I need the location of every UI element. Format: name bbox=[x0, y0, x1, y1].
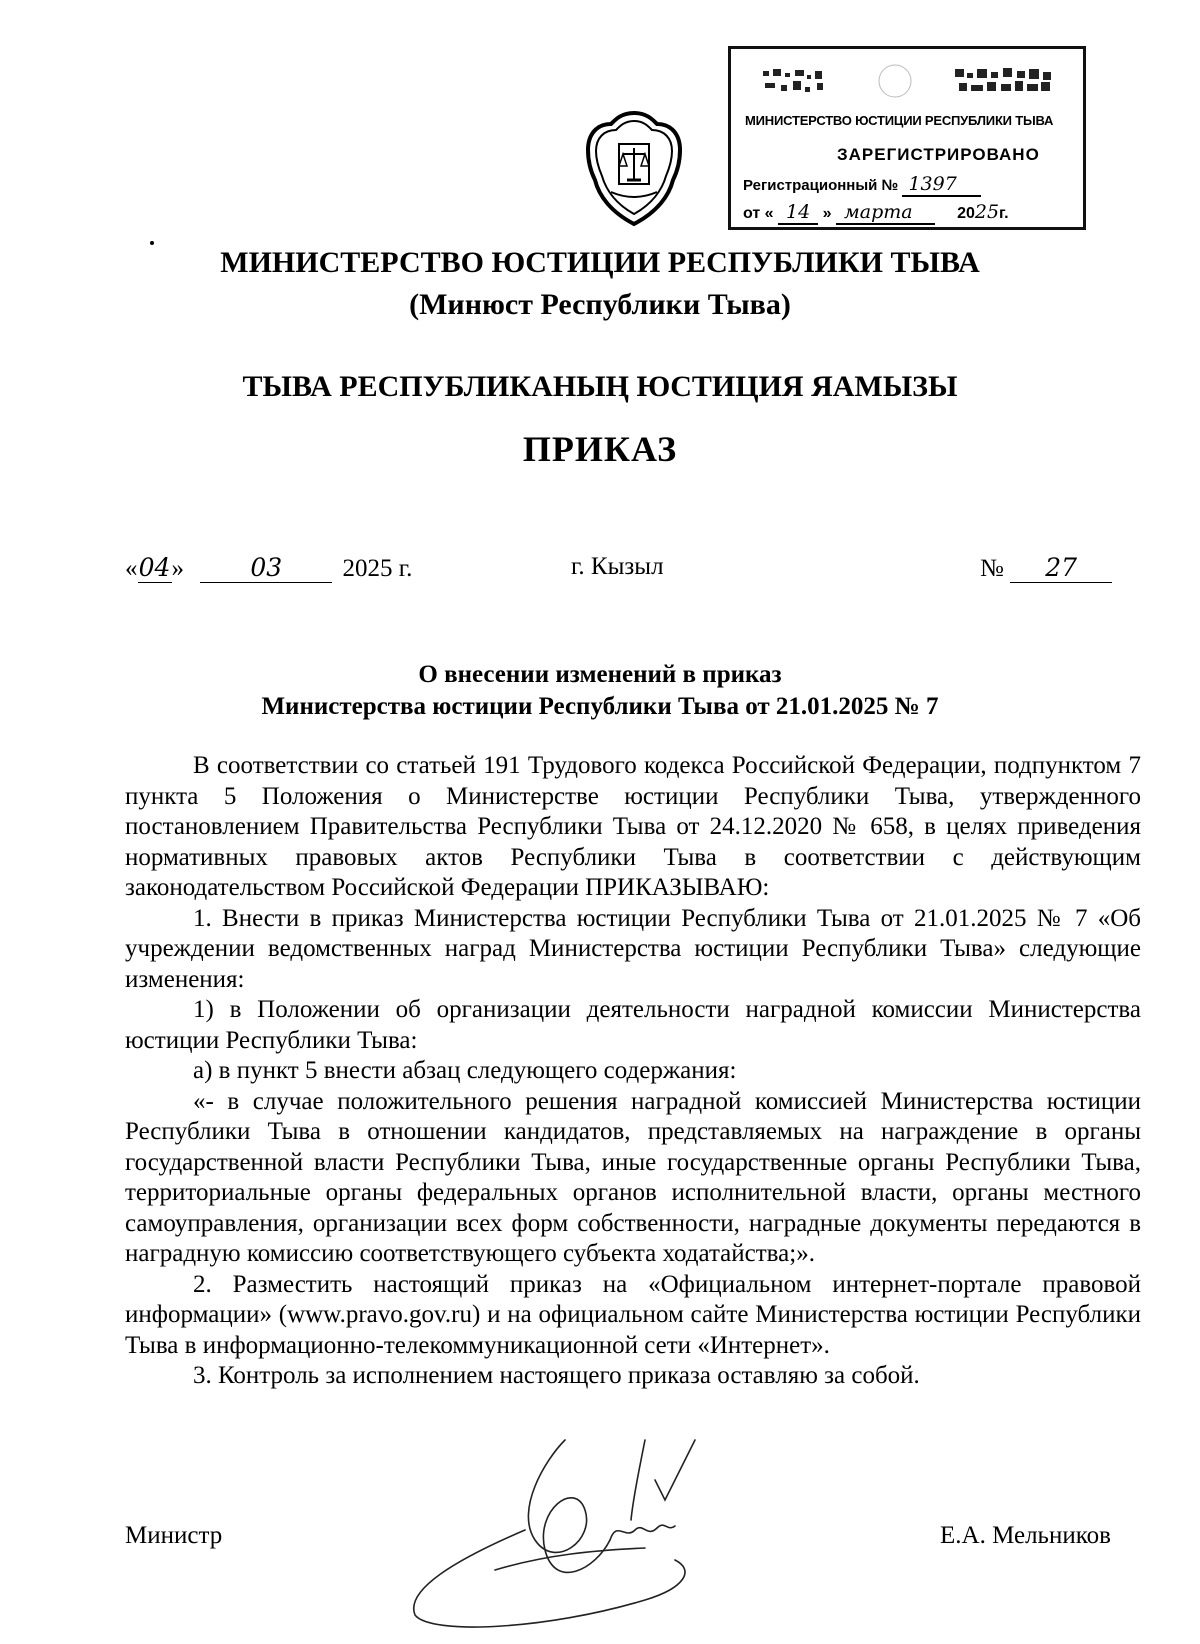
stamp-day: 14 bbox=[778, 201, 818, 225]
paragraph-item-2: 2. Разместить настоящий приказ на «Официальном интернет-портале правовой информации» (www.pravo.gov.ru) и на официальном сайте Министерства юстиции Республики Тыва в информационно-телекоммуникационной сети «Интернет». bbox=[125, 1270, 1141, 1359]
stamp-from-label: от « bbox=[743, 205, 774, 222]
registration-stamp bbox=[728, 46, 1086, 230]
stamp-registered-line: ЗАРЕГИСТРИРОВАНО bbox=[837, 145, 1040, 164]
subject-line-2: Министерства юстиции Республики Тыва от 21.01.2025 № 7 bbox=[261, 693, 939, 720]
stamp-day-close: » bbox=[822, 205, 832, 222]
ministry-title-tyvan: ТЫВА РЕСПУБЛИКАНЫҢ ЮСТИЦИЯ ЯАМЫЗЫ bbox=[242, 370, 958, 403]
order-body bbox=[125, 751, 1141, 1392]
stamp-reg-number-line bbox=[743, 173, 981, 195]
signatory-title: Министр bbox=[125, 1522, 223, 1549]
coat-of-arms-emblem bbox=[585, 110, 683, 228]
date-line bbox=[125, 553, 412, 583]
city: г. Кызыл bbox=[571, 553, 664, 580]
stamp-year-prefix: 20 bbox=[957, 205, 975, 222]
stamp-reg-number: 1397 bbox=[902, 173, 980, 197]
date-open-quote: « bbox=[125, 555, 138, 582]
order-subject bbox=[0, 659, 1200, 723]
ministry-short-title: (Минюст Республики Тыва) bbox=[409, 288, 791, 321]
paragraph-item-3: 3. Контроль за исполнением настоящего приказа оставляю за собой. bbox=[193, 1362, 920, 1389]
order-number: 27 bbox=[1010, 553, 1112, 583]
order-number-line bbox=[980, 553, 1112, 583]
document-type: ПРИКАЗ bbox=[522, 429, 678, 469]
order-number-label: № bbox=[980, 555, 1004, 582]
stamp-date-line bbox=[743, 201, 1009, 223]
signatory-name: Е.А. Мельников bbox=[940, 1522, 1111, 1549]
stamp-noise-pattern bbox=[745, 63, 1067, 103]
paragraph-item-1-1: 1) в Положении об организации деятельности наградной комиссии Министерства юстиции Республики Тыва: bbox=[125, 996, 1141, 1054]
paragraph-preamble: В соответствии со статьей 191 Трудового кодекса Российской Федерации, подпунктом 7 пункта 5 Положения о Министерстве юстиции Республики Тыва, утвержденного постановлением Правительства Республики Тыва от 24.12.2020 № 658, в целях приведения нормативных правовых актов Республики Тыва в соответствии с действующим законодательством Российской Федерации ПРИКАЗЫВАЮ: bbox=[125, 752, 1141, 901]
subject-line-1: О внесении изменений в приказ bbox=[418, 661, 782, 688]
scan-speck bbox=[150, 241, 154, 245]
stamp-month: марта bbox=[836, 201, 935, 225]
date-close-quote: » bbox=[171, 555, 184, 582]
date-day: 04 bbox=[138, 553, 171, 582]
paragraph-new-clause: «- в случае положительного решения наградной комиссией Министерства юстиции Республики Тыва в отношении кандидатов, представляемых на награждение в органы государственной власти Республики Тыва, иные государственные органы Республики Тыва, территориальные органы федеральных органов исполнительной власти, органы местного самоуправления, организации всех форм собственности, наградные документы передаются в наградную комиссию соответствующего субъекта ходатайства;». bbox=[125, 1087, 1141, 1267]
stamp-reg-label: Регистрационный № bbox=[743, 177, 899, 194]
handwritten-signature bbox=[395, 1420, 725, 1640]
paragraph-item-a: а) в пункт 5 внести абзац следующего содержания: bbox=[193, 1057, 737, 1084]
stamp-ministry-line: МИНИСТЕРСТВО ЮСТИЦИИ РЕСПУБЛИКИ ТЫВА bbox=[745, 113, 1054, 128]
date-month: 03 bbox=[200, 553, 332, 583]
stamp-year-suffix: 25 bbox=[974, 201, 1000, 223]
date-year: 2025 г. bbox=[342, 555, 413, 582]
ministry-title: МИНИСТЕРСТВО ЮСТИЦИИ РЕСПУБЛИКИ ТЫВА bbox=[220, 246, 980, 279]
stamp-year-label: г. bbox=[999, 205, 1009, 222]
paragraph-item-1: 1. Внести в приказ Министерства юстиции Республики Тыва от 21.01.2025 № 7 «Об учреждении ведомственных наград Министерства юстиции Республики Тыва» следующие изменения: bbox=[125, 904, 1141, 993]
